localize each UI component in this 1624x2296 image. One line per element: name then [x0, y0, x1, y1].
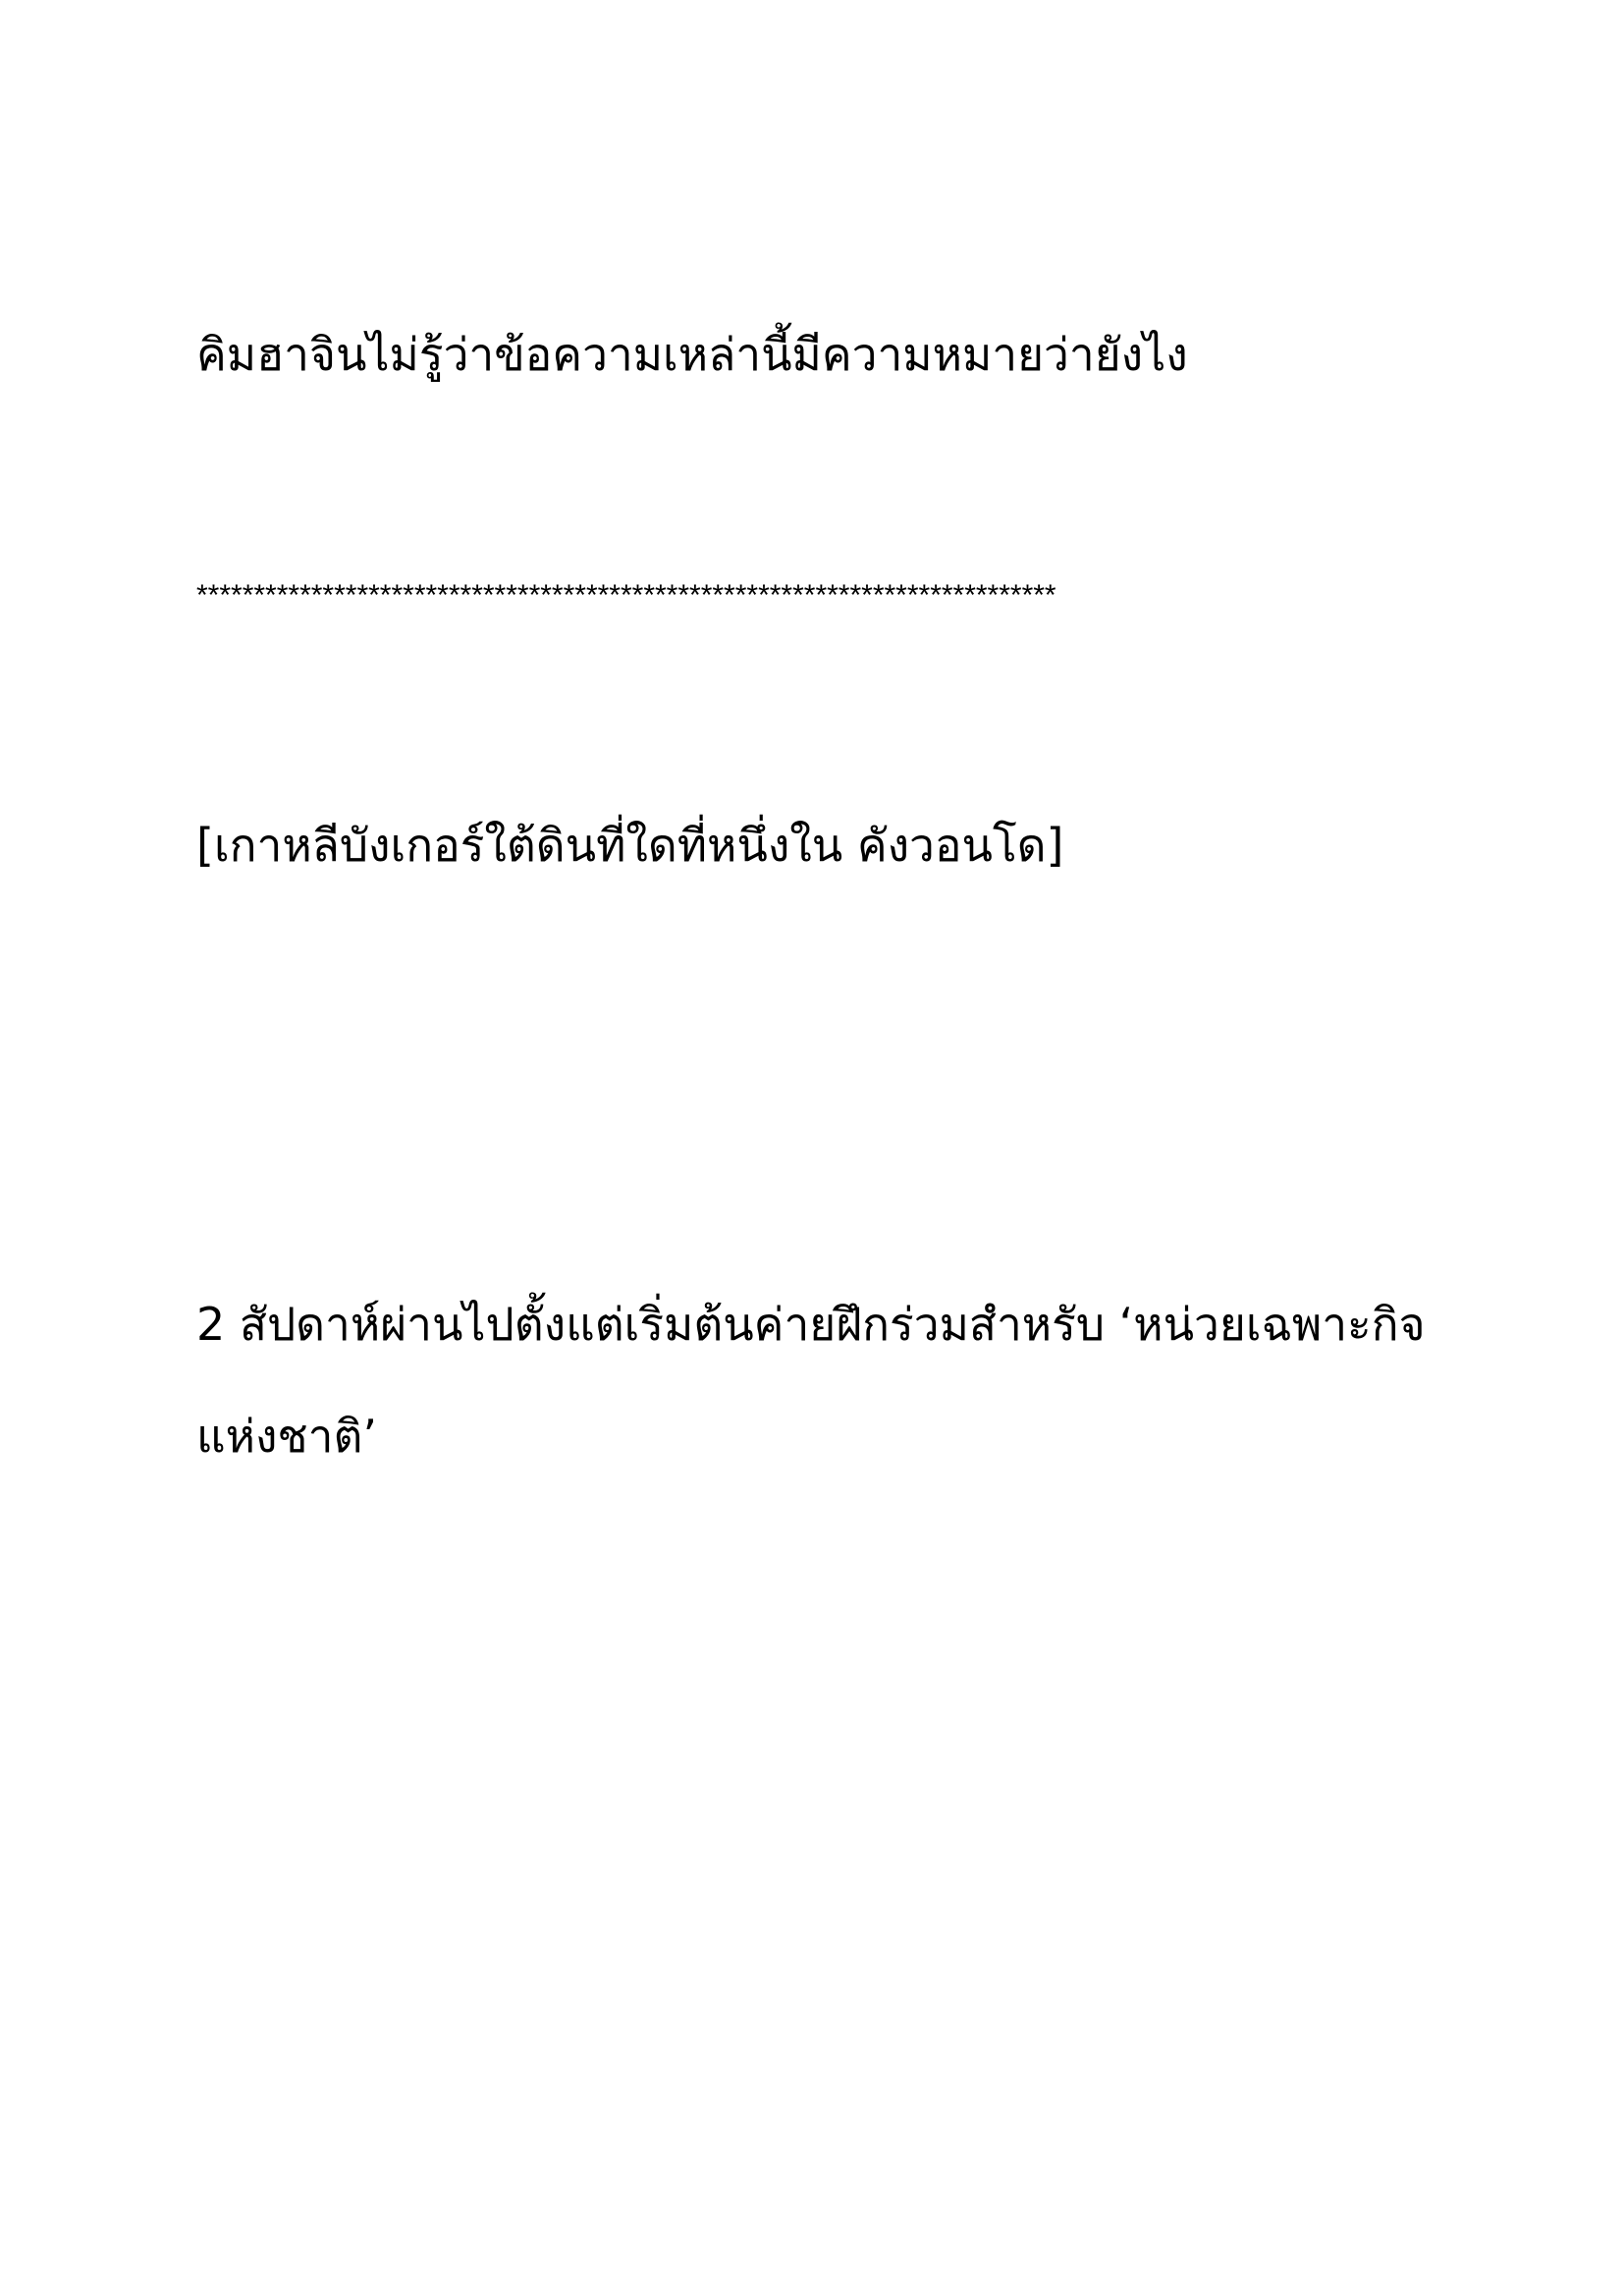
asterisk-separator: *************************************************************************** — [196, 579, 1056, 612]
scene-location-heading: [เกาหลีบังเกอร์ใต้ดินที่ใดที่หนึ่งใน คังวอนโด] — [196, 819, 1064, 872]
paragraph-two-weeks-line-2: แห่งชาติ’ — [196, 1410, 377, 1463]
paragraph-two-weeks-line-1: 2 สัปดาห์ผ่านไปตั้งแต่เริ่มต้นค่ายฝึกร่วมสำหรับ ‘หน่วยเฉพาะกิจ — [196, 1298, 1426, 1351]
paragraph-kim-hajin: คิมฮาจินไม่รู้ว่าข้อความเหล่านี้มีความหมายว่ายังไง — [196, 328, 1188, 381]
